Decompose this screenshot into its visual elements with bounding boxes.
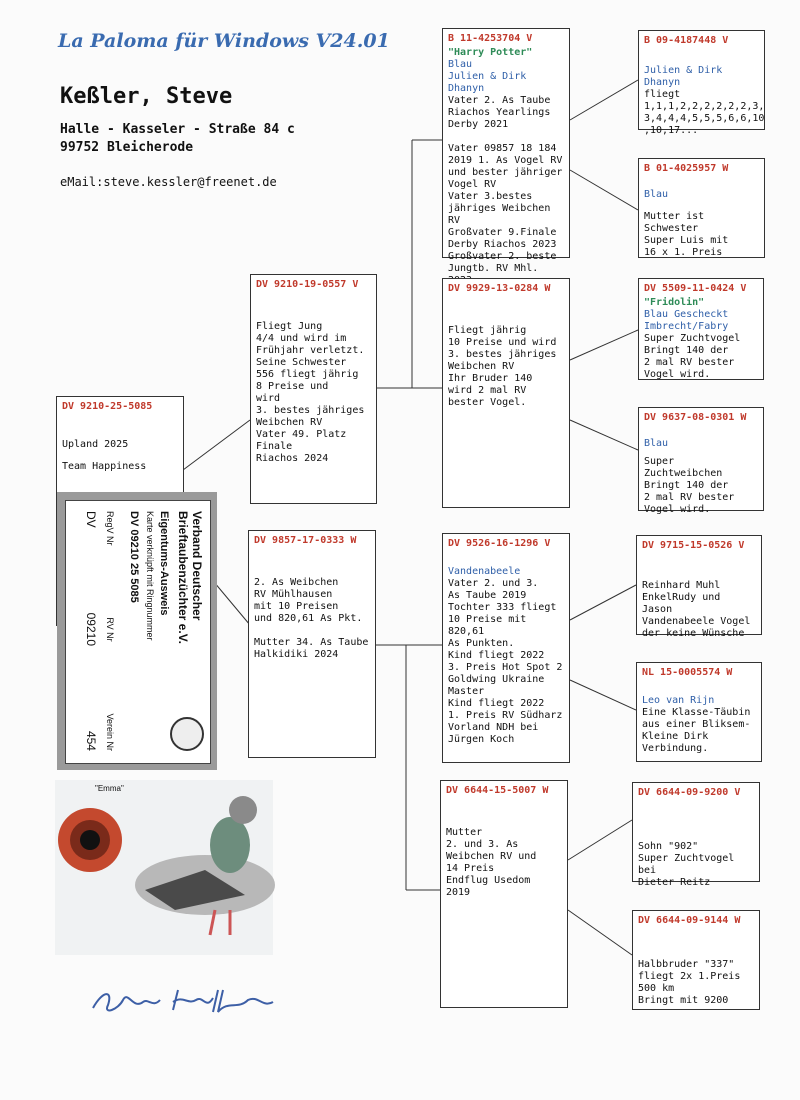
dam-dam-card: [440, 780, 568, 1008]
ggp-mfm-breeder: Leo van Rijn: [642, 695, 715, 706]
ownership-card-columns: RegV Nr RV Nr Verein Nr: [105, 511, 115, 751]
ggp-fff-card: [638, 30, 765, 136]
dam-dam-notes: Mutter 2. und 3. As Weibchen RV und 14 Preis Endflug Usedom 2019: [446, 827, 537, 898]
ggp-ffm-ring: B 01-4025957 W: [644, 163, 729, 174]
owner-name: Keßler, Steve: [60, 84, 233, 109]
ggp-fmm-notes: Super Zuchtweibchen Bringt 140 der 2 mal RV bester Vogel wird.: [644, 456, 735, 515]
mother-card: [248, 530, 376, 758]
ggp-fmf-name: "Fridolin": [644, 297, 705, 308]
ggp-fmm-card: [638, 407, 764, 515]
dam-sire-card: [442, 533, 570, 763]
ggp-fmm-ring: DV 9637-08-0301 W: [644, 412, 747, 423]
signature-icon: [88, 980, 288, 1020]
photo-caption: "Emma": [95, 784, 124, 793]
ggp-fff-breeder: Julien & Dirk Dhanyn: [644, 65, 723, 88]
sire-sire-card: [442, 28, 570, 274]
ownership-card-linked-text: Karte verknüpft mit Ringnummer: [145, 511, 155, 641]
dam-sire-ring: DV 9526-16-1296 V: [448, 538, 551, 549]
app-brand: La Paloma für Windows V24.01: [58, 30, 390, 52]
ggp-fmf-breeder: Imbrecht/Fabry: [644, 321, 729, 332]
subject-line1: Upland 2025: [62, 439, 129, 450]
ggp-mff-ring: DV 9715-15-0526 V: [642, 540, 745, 551]
handwritten-signature: [88, 980, 288, 1027]
sire-sire-ring: B 11-4253704 V: [448, 33, 533, 44]
ggp-fff-notes: fliegt 1,1,1,2,2,2,2,2,2,3, 3,4,4,4,5,5,5,6,6,10 ,10,17...: [644, 89, 765, 136]
ggp-mmm-card: [632, 910, 760, 1010]
ggp-fmf-color: Blau Gescheckt: [644, 309, 729, 320]
ggp-ffm-notes: Mutter ist Schwester Super Luis mit 16 x 1. Preis: [644, 211, 729, 258]
subject-ring: DV 9210-25-5085: [62, 401, 153, 412]
owner-city: 99752 Bleicherode: [60, 140, 194, 155]
owner-email: eMail:steve.kessler@freenet.de: [60, 175, 277, 189]
ggp-mmf-card: [632, 782, 760, 888]
sire-sire-breeder: Julien & Dirk Dhanyn: [448, 71, 527, 94]
ownership-card-title: Verband Deutscher Brieftaubenzüchter e.V.: [176, 511, 204, 644]
ggp-fmf-card: [638, 278, 764, 380]
ggp-ffm-card: [638, 158, 765, 258]
ggp-fmf-ring: DV 5509-11-0424 V: [644, 283, 747, 294]
ggp-mfm-notes: Eine Klasse-Täubin aus einer Bliksem- Kleine Dirk Verbindung.: [642, 707, 751, 754]
mother-ring: DV 9857-17-0333 W: [254, 535, 357, 546]
ggp-fff-ring: B 09-4187448 V: [644, 35, 729, 46]
mother-notes: 2. As Weibchen RV Mühlhausen mit 10 Preisen und 820,61 As Pkt. Mutter 34. As Taube Halkidiki 2024: [254, 577, 369, 660]
owner-street: Halle - Kasseler - Straße 84 c: [60, 122, 295, 137]
ggp-mfm-ring: NL 15-0005574 W: [642, 667, 733, 678]
ggp-mfm-card: [636, 662, 762, 762]
ggp-fmf-notes: Super Zuchtvogel Bringt 140 der 2 mal RV bester Vogel wird.: [644, 333, 741, 380]
father-notes: Fliegt Jung 4/4 und wird im Frühjahr verletzt. Seine Schwester 556 fliegt jährig 8 Preise und wird 3. bestes jähriges Weibchen RV Vater 49. Platz Finale Riachos 2024: [256, 321, 365, 464]
ggp-mmm-ring: DV 6644-09-9144 W: [638, 915, 741, 926]
ownership-card-subtitle: Eigentums-Ausweis: [158, 511, 170, 616]
dam-dam-ring: DV 6644-15-5007 W: [446, 785, 549, 796]
ggp-mmm-notes: Halbbruder "337" fliegt 2x 1.Preis 500 km Bringt mit 9200: [638, 959, 741, 1006]
sire-dam-notes: Fliegt jährig 10 Preise und wird 3. bestes jähriges Weibchen RV Ihr Bruder 140 wird 2 mal RV bester Vogel.: [448, 325, 557, 408]
subject-line2: Team Happiness: [62, 461, 147, 472]
ggp-mmf-notes: Sohn "902" Super Zuchtvogel bei Dieter Reitz: [638, 841, 735, 888]
ggp-fmm-color: Blau: [644, 438, 669, 449]
sire-sire-name: "Harry Potter": [448, 47, 533, 58]
pigeon-photo: [55, 780, 273, 955]
vdb-logo-icon: [170, 717, 204, 751]
father-ring: DV 9210-19-0557 V: [256, 279, 359, 290]
sire-dam-card: [442, 278, 570, 508]
ggp-ffm-color: Blau: [644, 189, 669, 200]
ggp-mff-notes: Reinhard Muhl EnkelRudy und Jason Vandenabeele Vogel der keine Wünsche: [642, 580, 751, 639]
dam-sire-color: Vandenabeele: [448, 566, 521, 577]
ownership-card-ring: DV 09210 25 5085: [128, 511, 140, 603]
father-card: [250, 274, 377, 504]
sire-dam-ring: DV 9929-13-0284 W: [448, 283, 551, 294]
ownership-card: [57, 492, 217, 770]
ggp-mff-card: [636, 535, 762, 639]
sire-sire-color: Blau: [448, 59, 473, 70]
sire-sire-notes: Vater 2. As Taube Riachos Yearlings Derby 2021 Vater 09857 18 184 2019 1. As Vogel RV und bester jähriger Vogel RV Vater 3.bestes jähriges Weibchen RV Großvater 9.Finale Derby Riachos 2023 Großvater 2. beste Jungtb. RV Mhl.: [448, 95, 563, 274]
ownership-card-values: DV 09210 454: [84, 511, 98, 751]
pigeon-image-icon: [55, 780, 273, 955]
ggp-mmf-ring: DV 6644-09-9200 V: [638, 787, 741, 798]
dam-sire-notes: Vater 2. und 3. As Taube 2019 Tochter 333 fliegt 10 Preise mit 820,61 As Punkten. Kind fliegt 2022 3. Preis Hot Spot 2 Goldwing Ukraine Master Kind fliegt 2022 1. Preis RV Südharz Vorland NDH bei Jürgen Koch: [448, 578, 563, 745]
